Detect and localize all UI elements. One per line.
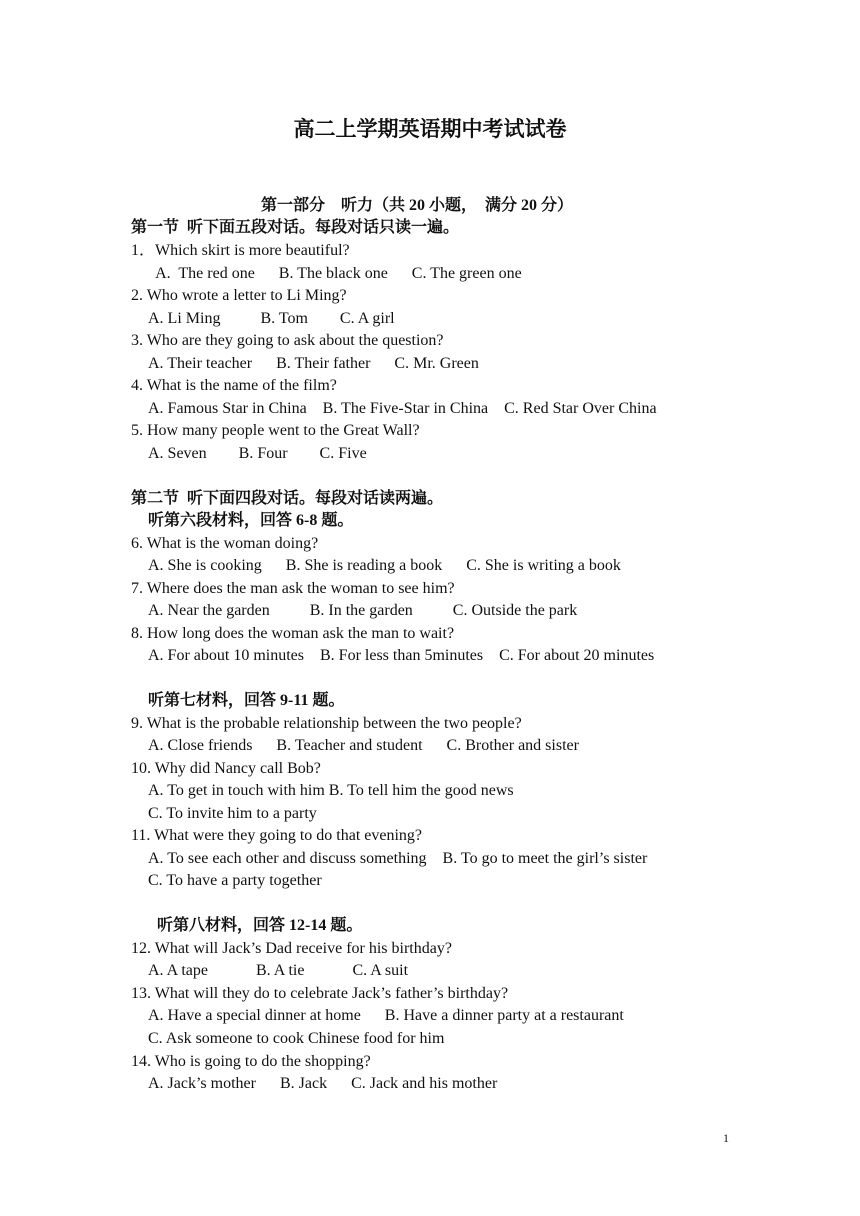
question-14-options: A. Jack’s mother B. Jack C. Jack and his mother: [148, 1075, 498, 1092]
section2-header: 第二节 听下面四段对话。每段对话读两遍。: [131, 490, 444, 507]
question-1: 1．Which skirt is more beautiful?: [131, 242, 350, 259]
section1-header: 第一节 听下面五段对话。每段对话只读一遍。: [131, 219, 460, 236]
question-11-options-c: C. To have a party together: [148, 872, 322, 889]
question-1-options: A. The red one B. The black one C. The green one: [148, 265, 522, 282]
question-13: 13. What will they do to celebrate Jack’s father’s birthday?: [131, 985, 509, 1002]
material-8-header: 听第八材料，回答 12-14 题。: [157, 917, 363, 934]
question-8: 8. How long does the woman ask the man to wait?: [131, 625, 455, 642]
question-10-options-ab: A. To get in touch with him B. To tell him the good news: [148, 782, 514, 799]
question-14: 14. Who is going to do the shopping?: [131, 1053, 371, 1070]
question-12-options: A. A tape B. A tie C. A suit: [148, 962, 409, 979]
question-5: 5. How many people went to the Great Wall?: [131, 422, 420, 439]
question-4-options: A. Famous Star in China B. The Five-Star in China C. Red Star Over China: [148, 400, 657, 417]
question-2-options: A. Li Ming B. Tom C. A girl: [148, 310, 395, 327]
question-4: 4. What is the name of the film?: [131, 377, 337, 394]
question-7: 7. Where does the man ask the woman to see him?: [131, 580, 455, 597]
question-8-options: A. For about 10 minutes B. For less than 5minutes C. For about 20 minutes: [148, 647, 655, 664]
question-13-options-ab: A. Have a special dinner at home B. Have a dinner party at a restaurant: [148, 1007, 624, 1024]
question-12: 12. What will Jack’s Dad receive for his birthday?: [131, 940, 452, 957]
page-number: 1: [723, 1131, 729, 1145]
question-13-options-c: C. Ask someone to cook Chinese food for him: [148, 1030, 445, 1047]
question-3: 3. Who are they going to ask about the question?: [131, 332, 444, 349]
question-9-options: A. Close friends B. Teacher and student C. Brother and sister: [148, 737, 579, 754]
question-11-options-ab: A. To see each other and discuss something B. To go to meet the girl’s sister: [148, 850, 648, 867]
question-3-options: A. Their teacher B. Their father C. Mr. Green: [148, 355, 479, 372]
question-6: 6. What is the woman doing?: [131, 535, 319, 552]
question-11: 11. What were they going to do that evening?: [131, 827, 423, 844]
page-title: 高二上学期英语期中考试试卷: [293, 117, 567, 141]
part-header: 第一部分 听力（共 20 小题， 满分 20 分）: [261, 197, 574, 214]
question-5-options: A. Seven B. Four C. Five: [148, 445, 367, 462]
question-7-options: A. Near the garden B. In the garden C. Outside the park: [148, 602, 578, 619]
question-2: 2. Who wrote a letter to Li Ming?: [131, 287, 347, 304]
question-6-options: A. She is cooking B. She is reading a book C. She is writing a book: [148, 557, 621, 574]
question-10-options-c: C. To invite him to a party: [148, 805, 317, 822]
question-10: 10. Why did Nancy call Bob?: [131, 760, 321, 777]
material-6-header: 听第六段材料，回答 6-8 题。: [148, 512, 354, 529]
question-9: 9. What is the probable relationship between the two people?: [131, 715, 522, 732]
material-7-header: 听第七材料，回答 9-11 题。: [148, 692, 345, 709]
